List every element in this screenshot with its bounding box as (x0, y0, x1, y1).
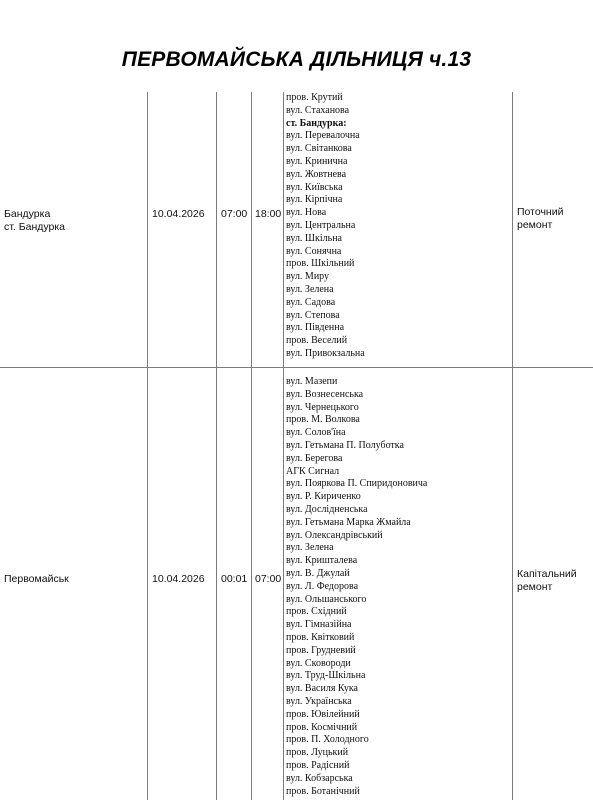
street-item: пров. Квітковий (286, 631, 355, 643)
street-item: вул. Гетьмана Марка Жмайла (286, 516, 411, 528)
column-divider (512, 92, 513, 800)
street-item: вул. Труд-Шкільна (286, 670, 366, 682)
place-name: Первомайськ (4, 573, 69, 585)
street-item: вул. Кобзарська (286, 772, 353, 784)
street-item: пров. Космічний (286, 721, 358, 733)
outage-date: 10.04.2026 (152, 208, 205, 220)
street-item: пров. Луцький (286, 747, 349, 759)
street-item: вул. Кринична (286, 155, 348, 167)
outage-date: 10.04.2026 (152, 573, 205, 585)
street-item: пров. Радісний (286, 759, 350, 771)
work-type (517, 568, 577, 594)
street-item: вул. Стаханова (286, 104, 350, 116)
street-item: вул. Жовтнева (286, 168, 347, 180)
street-item: вул. Зелена (286, 542, 334, 554)
street-item: пров. П. Холодного (286, 734, 369, 746)
street-item: вул. Центральна (286, 219, 356, 231)
street-item: вул. Привокзальна (286, 347, 365, 359)
street-item: вул. Київська (286, 181, 343, 193)
street-item: пров. Крутий (286, 92, 343, 103)
work-type-line: Поточний (517, 206, 564, 218)
street-item: пров. М. Волкова (286, 414, 360, 426)
street-item: вул. Південна (286, 322, 345, 334)
row-divider (0, 367, 593, 368)
street-item: вул. Л. Федорова (286, 580, 359, 592)
street-group-heading: ст. Бандурка: (286, 117, 347, 129)
street-item: вул. Миру (286, 271, 330, 283)
street-item: вул. Кришталева (286, 555, 358, 567)
street-item: вул. В. Джулай (286, 567, 350, 579)
street-item: вул. Солов'їна (286, 427, 346, 439)
street-item: вул. Українська (286, 695, 352, 707)
street-item: вул. Сонячна (286, 245, 342, 257)
place-name (4, 208, 65, 234)
street-item: вул. Світанкова (286, 143, 352, 155)
street-item: вул. Чернецького (286, 401, 359, 413)
place-name-line: ст. Бандурка (4, 221, 66, 233)
street-item: вул. Р. Кириченко (286, 491, 361, 503)
street-list (286, 376, 427, 798)
street-item: вул. Василя Кука (286, 683, 358, 695)
street-list (286, 92, 365, 361)
street-item: вул. Перевалочна (286, 130, 360, 142)
street-item: вул. Гетьмана П. Полуботка (286, 439, 404, 451)
street-item: пров. Східний (286, 606, 347, 618)
street-item: вул. Берегова (286, 452, 343, 464)
street-item: вул. Шкільна (286, 232, 342, 244)
street-item: вул. Дослідненська (286, 503, 368, 515)
street-item: вул. Вознесенська (286, 388, 364, 400)
work-type-line: Капітальний (517, 568, 577, 580)
street-item: вул. Кірпічна (286, 194, 343, 206)
street-item: вул. Нова (286, 207, 327, 219)
street-item: вул. Мазепи (286, 376, 338, 387)
time-start: 00:01 (221, 573, 248, 585)
time-start: 07:00 (221, 208, 248, 220)
street-item: пров. Грудневий (286, 644, 356, 656)
column-divider (147, 92, 148, 800)
street-item: вул. Степова (286, 309, 340, 321)
street-item: пров. Ювілейний (286, 708, 360, 720)
street-item: пров. Веселий (286, 335, 348, 347)
street-item: вул. Зелена (286, 283, 334, 295)
street-item: вул. Сковороди (286, 657, 351, 669)
street-item: вул. Пояркова П. Спиридоновича (286, 478, 428, 490)
column-divider (251, 92, 252, 800)
time-end: 07:00 (255, 573, 282, 585)
street-item: вул. Олександрівський (286, 529, 383, 541)
work-type-line: ремонт (517, 581, 553, 593)
street-item: вул. Гімназійна (286, 619, 352, 631)
street-item: вул. Ольшанського (286, 593, 367, 605)
column-divider (283, 92, 284, 800)
street-item: АГК Сигнал (286, 465, 340, 477)
street-item: пров. Ботанічний (286, 785, 360, 797)
work-type-line: ремонт (517, 219, 553, 231)
work-type (517, 206, 563, 232)
place-name-line: Бандурка (4, 208, 51, 220)
street-item: вул. Садова (286, 296, 336, 308)
street-item: пров. Шкільний (286, 258, 355, 270)
page-title: ПЕРВОМАЙСЬКА ДІЛЬНИЦЯ ч.13 (121, 48, 472, 71)
column-divider (216, 92, 217, 800)
time-end: 18:00 (255, 208, 282, 220)
